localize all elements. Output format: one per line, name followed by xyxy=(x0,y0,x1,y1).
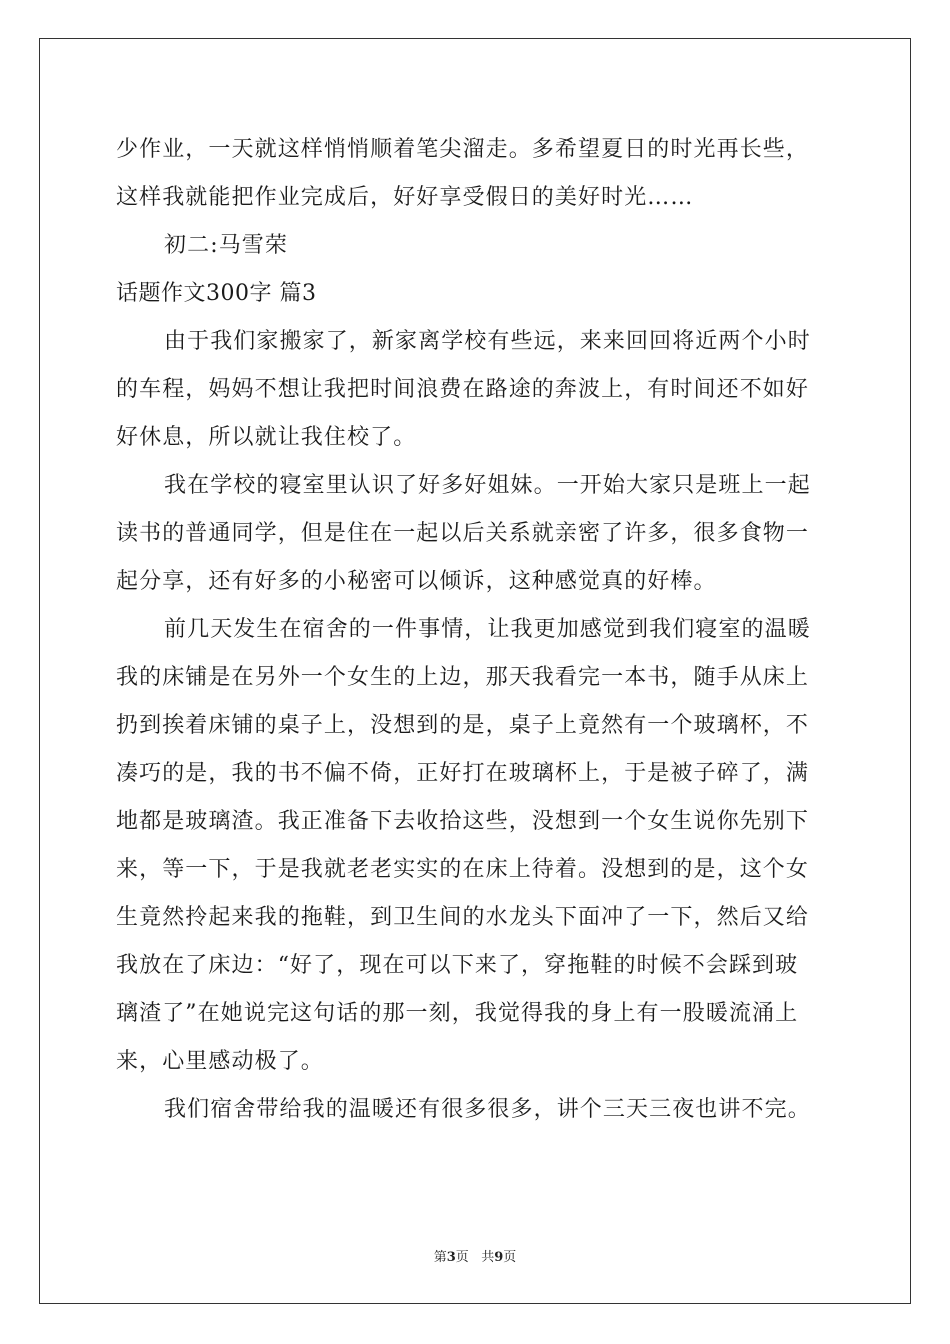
text-line: 地都是玻璃渣。我正准备下去收拾这些，没想到一个女生说你先别下 xyxy=(116,809,810,834)
text-line: 来，等一下，于是我就老老实实的在床上待着。没想到的是，这个女 xyxy=(116,857,810,882)
text-line: 由于我们家搬家了，新家离学校有些远，来来回回将近两个小时 xyxy=(164,329,811,354)
text-line: 扔到挨着床铺的桌子上，没想到的是，桌子上竟然有一个玻璃杯，不 xyxy=(116,713,810,738)
text-line: 我在学校的寝室里认识了好多好姐妹。一开始大家只是班上一起 xyxy=(164,473,811,498)
footer-prefix: 第 xyxy=(433,1250,447,1265)
text-line: 前几天发生在宿舍的一件事情，让我更加感觉到我们寝室的温暖 xyxy=(164,617,811,642)
text-line: 我放在了床边：“好了，现在可以下来了，穿拖鞋的时候不会踩到玻 xyxy=(116,953,799,978)
footer-total-prefix: 共 xyxy=(481,1250,495,1265)
text-line: 凑巧的是，我的书不偏不倚，正好打在玻璃杯上，于是被子碎了，满 xyxy=(116,761,810,786)
text-line: 起分享，还有好多的小秘密可以倾诉，这种感觉真的好棒。 xyxy=(116,569,717,594)
author-line: 初二:马雪荣 xyxy=(164,233,289,258)
footer-page-suffix: 页 xyxy=(455,1250,469,1265)
section-heading: 话题作文300字 篇3 xyxy=(116,281,317,306)
text-line: 这样我就能把作业完成后，好好享受假日的美好时光…… xyxy=(116,185,694,210)
document-body xyxy=(116,126,836,1134)
text-line: 我们宿舍带给我的温暖还有很多很多，讲个三天三夜也讲不完。 xyxy=(164,1097,811,1122)
text-line: 少作业，一天就这样悄悄顺着笔尖溜走。多希望夏日的时光再长些， xyxy=(116,137,810,162)
text-line: 好休息，所以就让我住校了。 xyxy=(116,425,417,450)
text-line: 我的床铺是在另外一个女生的上边，那天我看完一本书，随手从床上 xyxy=(116,665,810,690)
footer-page-number: 3 xyxy=(446,1250,456,1265)
page-footer xyxy=(0,1246,950,1265)
text-line: 来，心里感动极了。 xyxy=(116,1049,324,1074)
footer-total-pages: 9 xyxy=(494,1250,504,1265)
text-line: 读书的普通同学，但是住在一起以后关系就亲密了许多，很多食物一 xyxy=(116,521,810,546)
text-line: 璃渣了”在她说完这句话的那一刻，我觉得我的身上有一股暖流涌上 xyxy=(116,1001,799,1026)
text-line: 的车程，妈妈不想让我把时间浪费在路途的奔波上，有时间还不如好 xyxy=(116,377,810,402)
text-line: 生竟然拎起来我的拖鞋，到卫生间的水龙头下面冲了一下，然后又给 xyxy=(116,905,810,930)
footer-total-suffix: 页 xyxy=(503,1250,517,1265)
